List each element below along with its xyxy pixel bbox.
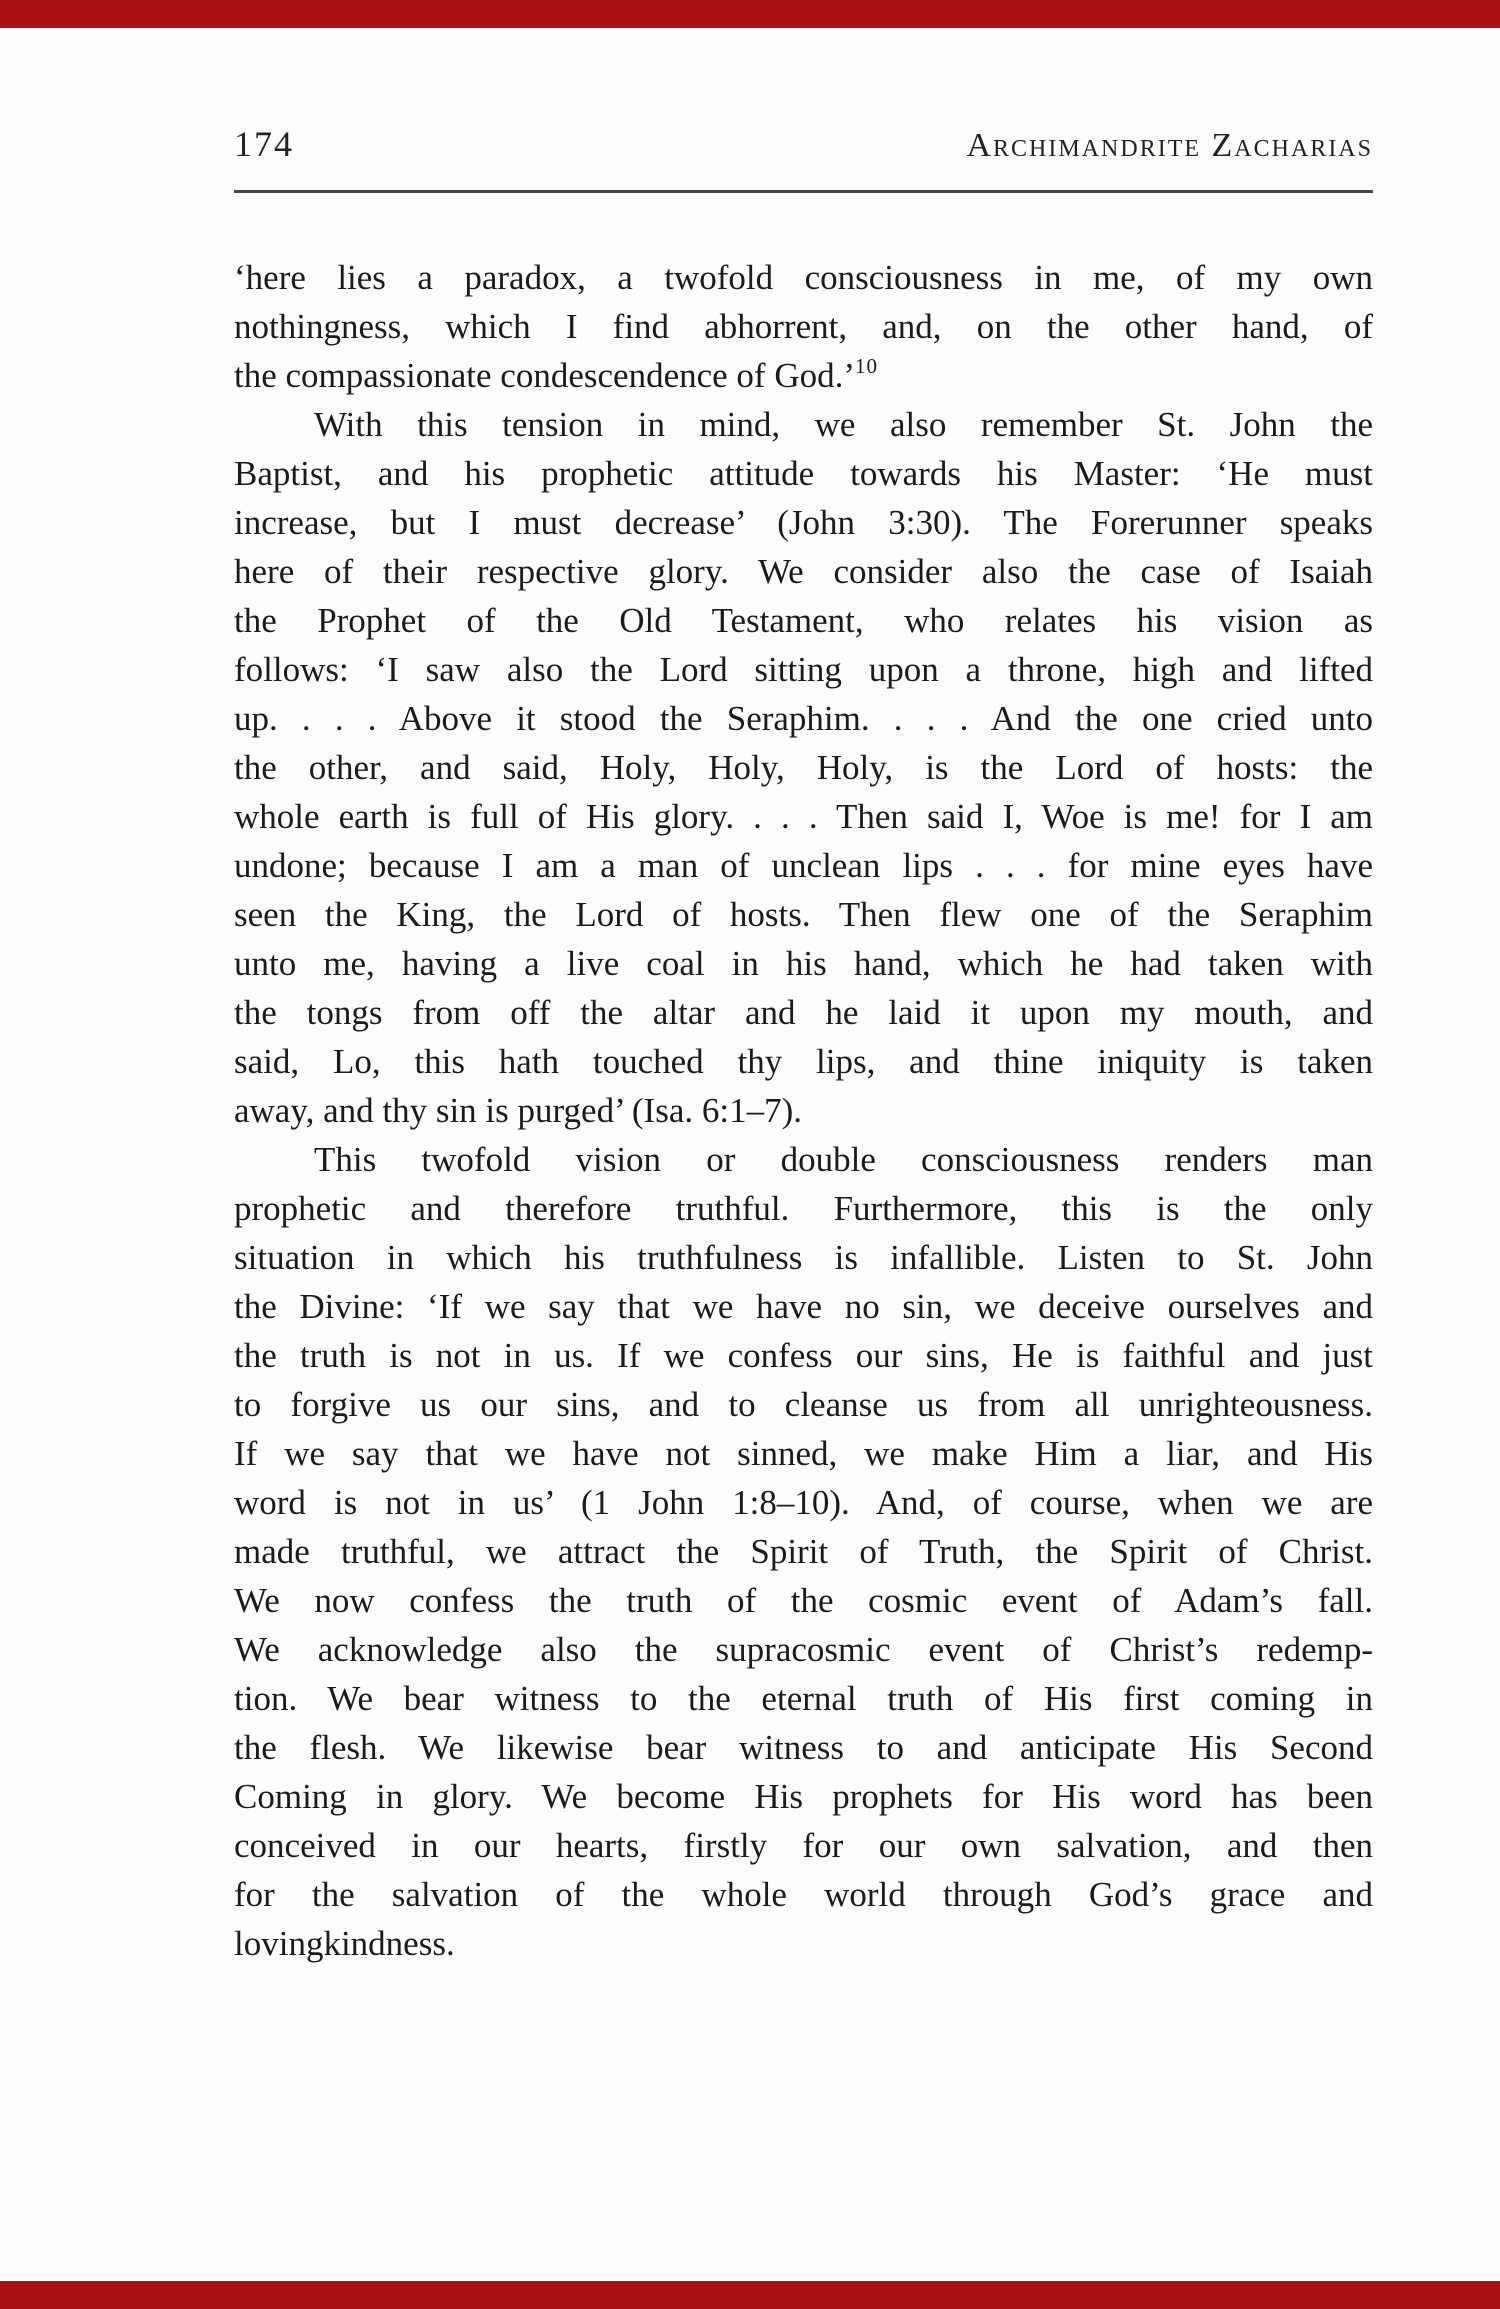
bottom-edge-bar: [0, 2281, 1500, 2309]
text-line: the tongs from off the altar and he laid it upon my mouth, and: [234, 993, 1373, 1032]
text-line: up. . . . Above it stood the Seraphim. . . . And the one cried unto: [234, 699, 1373, 738]
text-line: ‘here lies a paradox, a twofold consciousness in me, of my own: [234, 258, 1373, 297]
text-line: the compassionate condescendence of God.’$^{10}$: [234, 354, 879, 395]
text-line: conceived in our hearts, firstly for our own salvation, and then: [234, 1826, 1373, 1865]
text-line: undone; because I am a man of unclean lips . . . for mine eyes have: [234, 846, 1373, 885]
text-line: Baptist, and his prophetic attitude towards his Master: ‘He must: [234, 454, 1373, 493]
text-line: prophetic and therefore truthful. Furthermore, this is the only: [234, 1189, 1373, 1228]
text-line: whole earth is full of His glory. . . . Then said I, Woe is me! for I am: [234, 797, 1373, 836]
top-edge-bar: [0, 0, 1500, 28]
text-line: seen the King, the Lord of hosts. Then flew one of the Seraphim: [234, 895, 1373, 934]
running-header-title: Archimandrite Zacharias: [966, 127, 1373, 164]
text-line: tion. We bear witness to the eternal truth of His first coming in: [234, 1679, 1373, 1718]
text-line: lovingkindness.: [234, 1924, 455, 1963]
text-line: follows: ‘I saw also the Lord sitting upon a throne, high and lifted: [234, 650, 1373, 689]
header-rule: [234, 190, 1373, 193]
text-line: situation in which his truthfulness is infallible. Listen to St. John: [234, 1238, 1373, 1277]
text-line: Coming in glory. We become His prophets for His word has been: [234, 1777, 1373, 1816]
text-line: If we say that we have not sinned, we make Him a liar, and His: [234, 1434, 1373, 1473]
text-line: away, and thy sin is purged’ (Isa. 6:1–7).: [234, 1091, 802, 1130]
page-number: 174: [234, 124, 294, 164]
text-line: made truthful, we attract the Spirit of Truth, the Spirit of Christ.: [234, 1532, 1373, 1571]
text-line: unto me, having a live coal in his hand, which he had taken with: [234, 944, 1373, 983]
text-line: We acknowledge also the supracosmic event of Christ’s redemp-: [234, 1630, 1373, 1669]
body-text: [234, 253, 1373, 1968]
text-line: We now confess the truth of the cosmic event of Adam’s fall.: [234, 1581, 1373, 1620]
text-line: the Prophet of the Old Testament, who relates his vision as: [234, 601, 1373, 640]
text-line: With this tension in mind, we also remember St. John the: [314, 405, 1373, 444]
text-line: word is not in us’ (1 John 1:8–10). And, of course, when we are: [234, 1483, 1373, 1522]
text-line: for the salvation of the whole world through God’s grace and: [234, 1875, 1373, 1914]
text-line: the Divine: ‘If we say that we have no sin, we deceive ourselves and: [234, 1287, 1373, 1326]
text-line: nothingness, which I find abhorrent, and, on the other hand, of: [234, 307, 1373, 346]
text-line: the flesh. We likewise bear witness to and anticipate His Second: [234, 1728, 1373, 1767]
text-line: This twofold vision or double consciousness renders man: [314, 1140, 1373, 1179]
text-line: said, Lo, this hath touched thy lips, and thine iniquity is taken: [234, 1042, 1373, 1081]
footnote-reference: 10: [855, 354, 879, 378]
text-line: the truth is not in us. If we confess our sins, He is faithful and just: [234, 1336, 1373, 1375]
text-line: here of their respective glory. We consider also the case of Isaiah: [234, 552, 1373, 591]
text-line: increase, but I must decrease’ (John 3:30). The Forerunner speaks: [234, 503, 1373, 542]
text-line: to forgive us our sins, and to cleanse us from all unrighteousness.: [234, 1385, 1373, 1424]
text-line: the other, and said, Holy, Holy, Holy, is the Lord of hosts: the: [234, 748, 1373, 787]
page-header: [234, 126, 1373, 164]
